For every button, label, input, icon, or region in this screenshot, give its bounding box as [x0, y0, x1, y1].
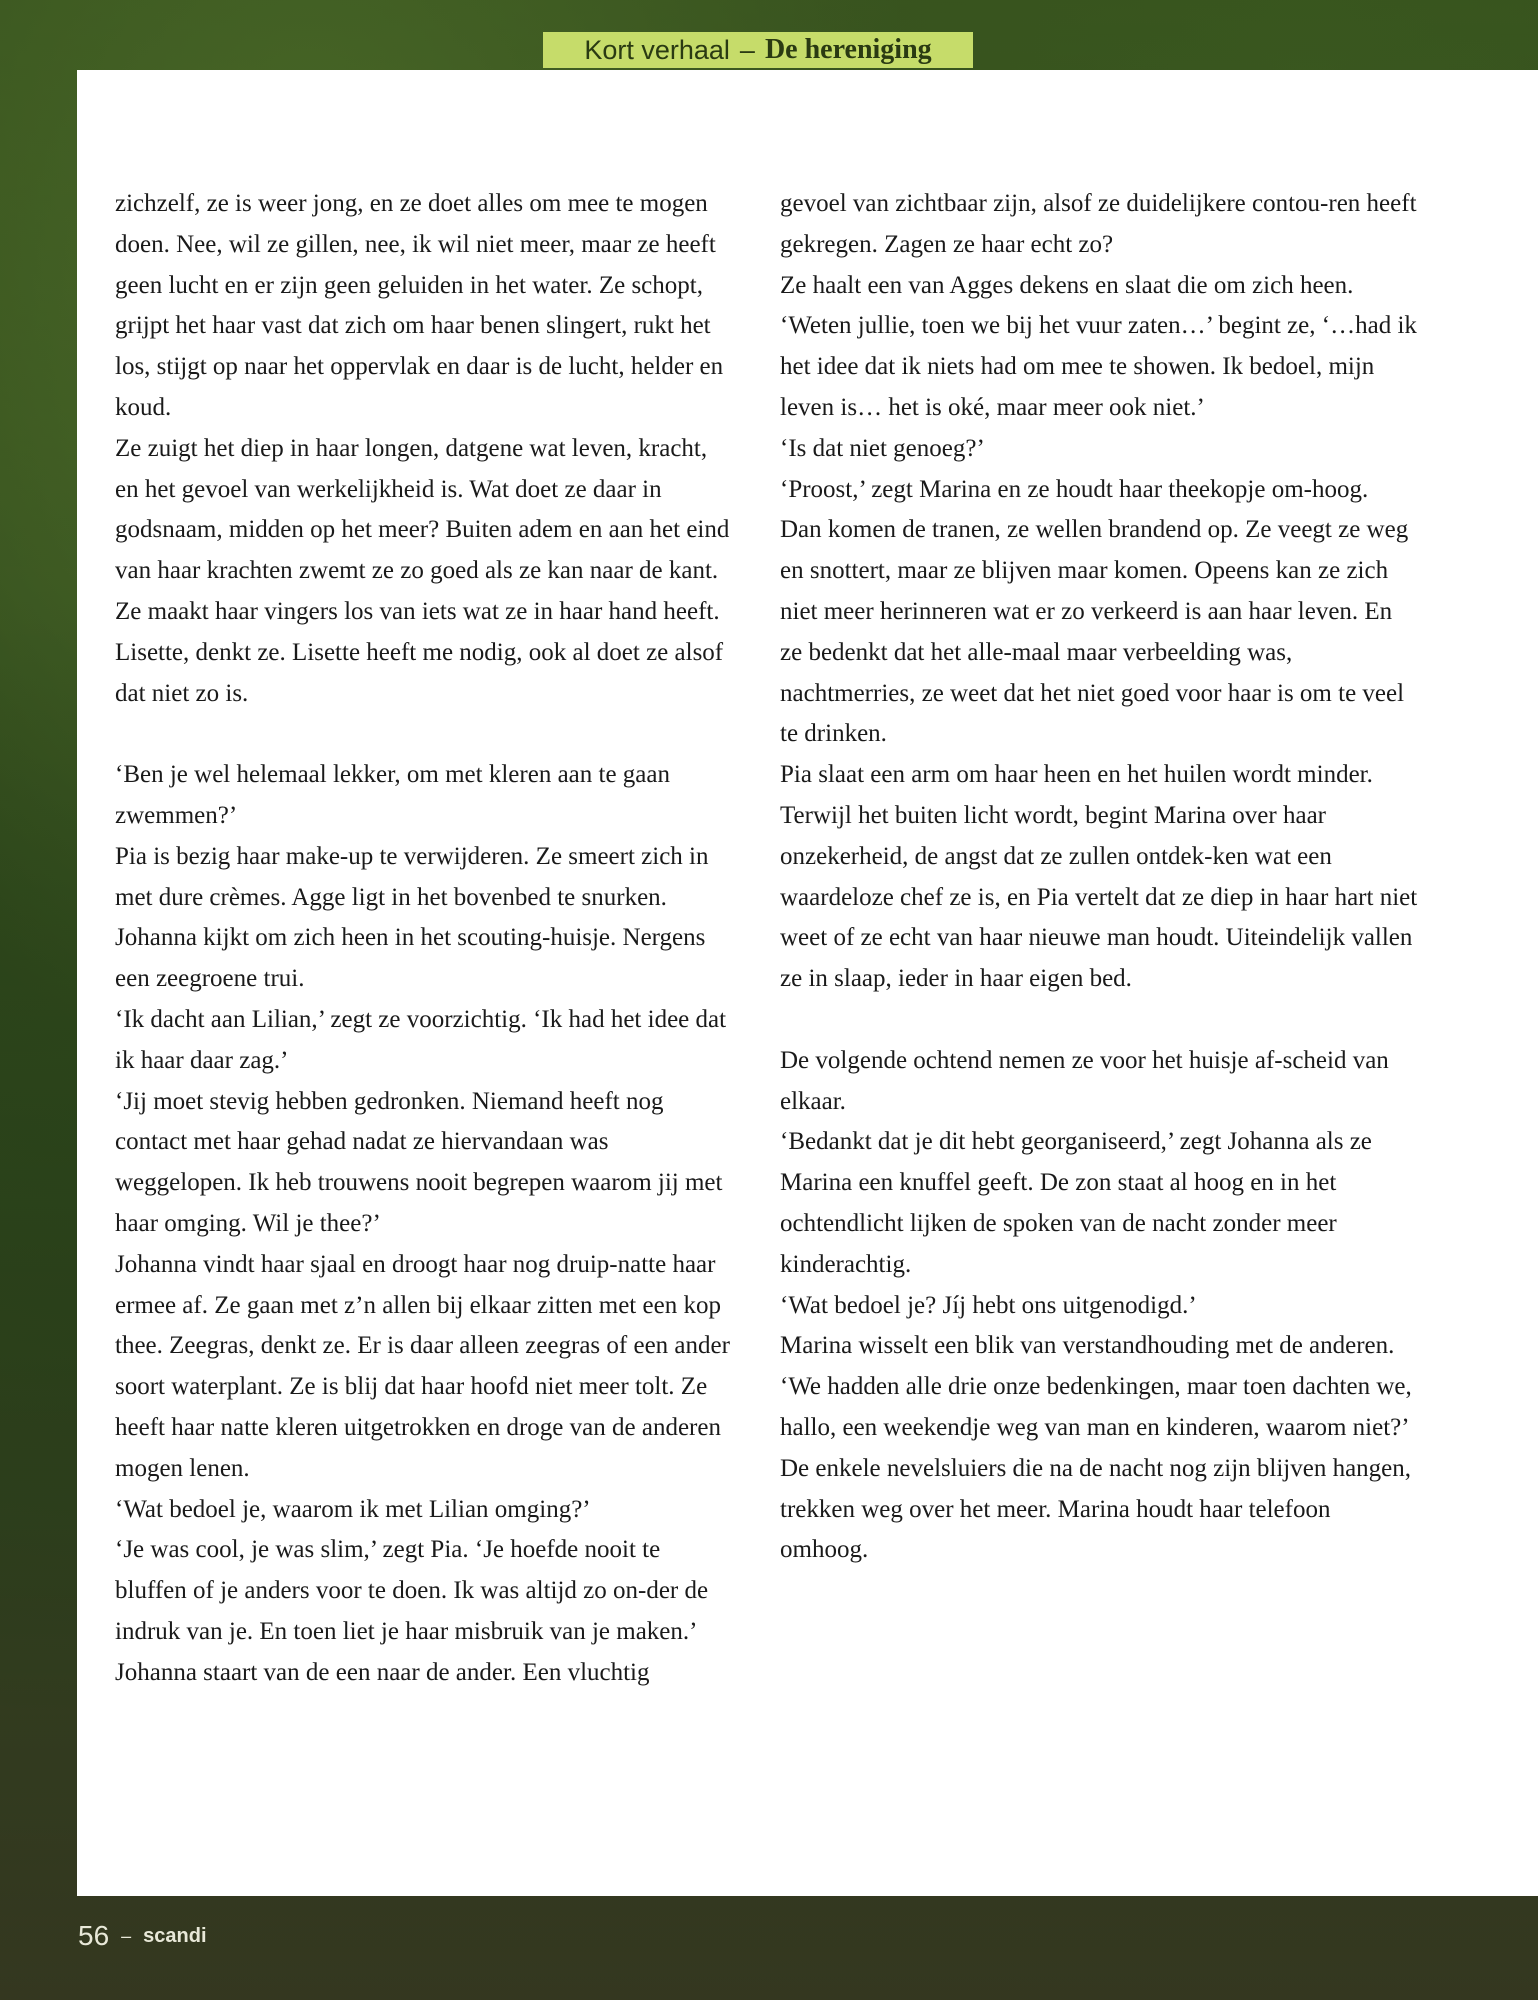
paragraph-gap [780, 1000, 1420, 1041]
paragraph: Dan komen de tranen, ze wellen brandend op. Ze veegt ze weg en snottert, maar ze blijven maar komen. Opeens kan ze zich niet meer herinneren wat er zo verkeerd is aan haar leven. En ze bedenkt dat het alle-maal maar verbeelding was, nachtmerries, ze weet dat het niet goed voor haar is om te veel te drinken. [780, 516, 1409, 748]
text-column-left [115, 184, 735, 1693]
paragraph: De volgende ochtend nemen ze voor het huisje af-scheid van elkaar. [780, 1046, 1389, 1115]
paragraph: Johanna staart van de een naar de ander. Een vluchtig [115, 1658, 650, 1686]
paragraph: ‘Wat bedoel je? Jíj hebt ons uitgenodigd.’ [780, 1291, 1197, 1319]
paragraph: Ze haalt een van Agges dekens en slaat die om zich heen. [780, 271, 1354, 299]
paragraph: Marina wisselt een blik van verstandhouding met de anderen. [780, 1332, 1395, 1360]
paragraph: ‘Bedankt dat je dit hebt georganiseerd,’ zegt Johanna als ze Marina een knuffel geeft. De zon staat al hoog en in het ochtendlicht lijken de spoken van de nacht zonder meer kinderachtig. [780, 1128, 1372, 1278]
header-separator: – [739, 34, 755, 65]
paragraph: ‘Is dat niet genoeg?’ [780, 434, 985, 462]
paragraph: zichzelf, ze is weer jong, en ze doet alles om mee te mogen doen. Nee, wil ze gillen, nee, ik wil niet meer, maar ze heeft geen lucht en er zijn geen geluiden in het water. Ze schopt, grijpt het haar vast dat zich om haar benen slingert, rukt het los, stijgt op naar het oppervlak en daar is de lucht, helder en koud. [115, 190, 724, 421]
paragraph: Lisette, denkt ze. Lisette heeft me nodig, ook al doet ze alsof dat niet zo is. [115, 638, 724, 707]
paragraph: De enkele nevelsluiers die na de nacht nog zijn blijven hangen, trekken weg over het meer. Marina houdt haar telefoon omhoog. [780, 1454, 1412, 1564]
paragraph-gap [115, 714, 735, 755]
magazine-name: scandi [143, 1924, 207, 1947]
footer-dash: – [121, 1925, 132, 1946]
paragraph: ‘Proost,’ zegt Marina en ze houdt haar theekopje om-hoog. [780, 475, 1369, 503]
paragraph: Johanna vindt haar sjaal en droogt haar nog druip-natte haar ermee af. Ze gaan met z’n allen bij elkaar zitten met een kop thee. Zeegras, denkt ze. Er is daar alleen zeegras of een ander soort waterplant. Ze is blij dat haar hoofd niet meer tolt. Ze heeft haar natte kleren uitgetrokken en droge van de anderen mogen lenen. [115, 1250, 730, 1482]
section-label: Kort verhaal [584, 34, 730, 65]
paragraph: ‘Je was cool, je was slim,’ zegt Pia. ‘Je hoefde nooit te bluffen of je anders voor te doen. Ik was altijd zo on-der de indruk van je. En toen liet je haar misbruik van je maken.’ [115, 1536, 709, 1645]
paragraph: Ze zuigt het diep in haar longen, datgene wat leven, kracht, en het gevoel van werkelijkheid is. Wat doet ze daar in godsnaam, midden op het meer? Buiten adem en aan het eind van haar krachten zwemt ze zo goed als ze kan naar de kant. Ze maakt haar vingers los van iets wat ze in haar hand heeft. [115, 434, 730, 625]
page-footer [78, 1918, 207, 1954]
paragraph: Pia slaat een arm om haar heen en het huilen wordt minder. Terwijl het buiten licht wordt, begint Marina over haar onzekerheid, de angst dat ze zullen ontdek-ken wat een waardeloze chef ze is, en Pia vertelt dat ze diep in haar hart niet weet of ze echt van haar nieuwe man houdt. Uiteindelijk vallen ze in slaap, ieder in haar eigen bed. [780, 761, 1418, 993]
story-title: De hereniging [764, 34, 932, 65]
paragraph: gevoel van zichtbaar zijn, alsof ze duidelijkere contou-ren heeft gekregen. Zagen ze haar echt zo? [780, 190, 1417, 258]
paragraph: ‘Ben je wel helemaal lekker, om met kleren aan te gaan zwemmen?’ [115, 761, 670, 829]
paragraph: ‘Jij moet stevig hebben gedronken. Niemand heeft nog contact met haar gehad nadat ze hiervandaan was weggelopen. Ik heb trouwens nooit begrepen waarom jij met haar omging. Wil je thee?’ [115, 1087, 723, 1237]
page-number: 56 [78, 1920, 110, 1951]
paragraph: ‘Ik dacht aan Lilian,’ zegt ze voorzichtig. ‘Ik had het idee dat ik haar daar zag.’ [115, 1005, 727, 1074]
text-column-right [780, 184, 1420, 1571]
paragraph: ‘Weten jullie, toen we bij het vuur zaten…’ begint ze, ‘…had ik het idee dat ik niets had om mee te showen. Ik bedoel, mijn leven is… het is oké, maar meer ook niet.’ [780, 312, 1417, 421]
article-page [77, 70, 1538, 1896]
section-header-tab [543, 32, 973, 68]
paragraph: ‘Wat bedoel je, waarom ik met Lilian omging?’ [115, 1495, 591, 1523]
paragraph: Pia is bezig haar make-up te verwijderen. Ze smeert zich in met dure crèmes. Agge ligt in het bovenbed te snurken. Johanna kijkt om zich heen in het scouting-huisje. Nergens een zeegroene trui. [115, 842, 709, 993]
paragraph: ‘We hadden alle drie onze bedenkingen, maar toen dachten we, hallo, een weekendje weg van man en kinderen, waarom niet?’ [780, 1373, 1412, 1441]
